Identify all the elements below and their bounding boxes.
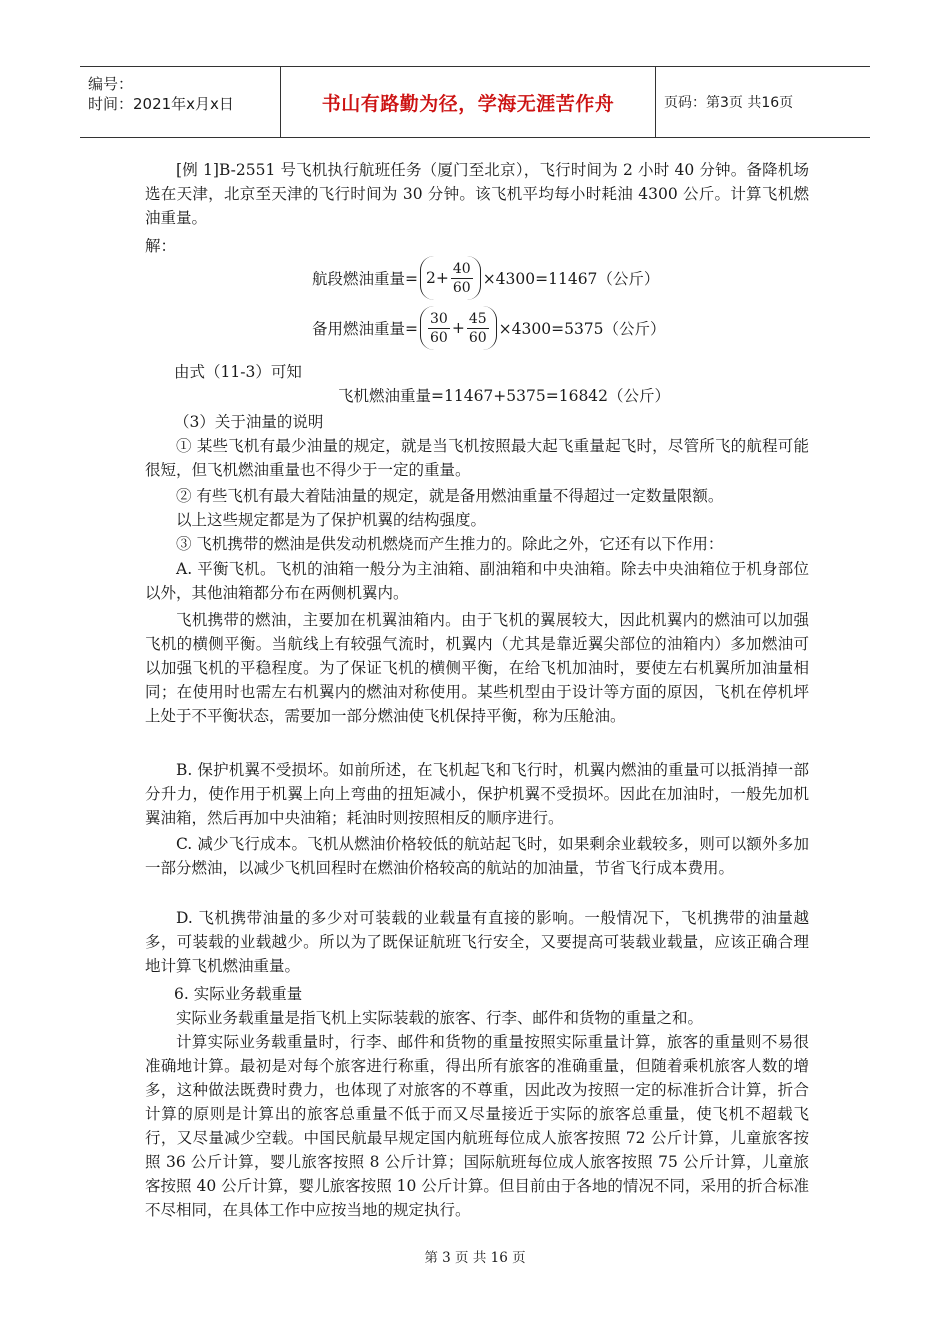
note-a-detail: 飞机携带的燃油，主要加在机翼油箱内。由于飞机的翼展较大，因此机翼内的燃油可以加强飞机的横侧平衡。当航线上有较强气流时，机翼内（尤其是靠近翼尖部位的油箱内）多加燃油可以加强飞机的平稳程度。为了保证飞机的横侧平衡，在给飞机加油时，要使左右机翼所加油量相同；在使用时也需左右机翼内的燃油对称使用。某些机型由于设计等方面的原因，飞机在停机坪上处于不平衡状态，需要加一部分燃油使飞机保持平衡，称为压舱油。 <box>145 611 809 725</box>
formula-parenthesis <box>420 256 481 300</box>
page-info: 页码：第3页 共16页 <box>664 95 794 111</box>
numerator: 30 <box>430 310 448 327</box>
plus-sign: + <box>451 319 465 337</box>
note-a: A. 平衡飞机。飞机的油箱一般分为主油箱、副油箱和中央油箱。除去中央油箱位于机身部位以外，其他油箱都分布在两侧机翼内。 <box>145 560 809 602</box>
header-motto-cell <box>281 67 656 137</box>
formula-result: ×4300=11467（公斤） <box>482 270 660 288</box>
note-c: C. 减少飞行成本。飞机从燃油价格较低的航站起飞时，如果剩余业载较多，则可以额外多加一部分燃油，以减少飞机回程时在燃油价格较高的航站的加油量，节省飞行成本费用。 <box>145 835 809 877</box>
from-equation: 由式（11-3）可知 <box>174 363 302 381</box>
section-6-p1: 实际业务载重量是指飞机上实际装载的旅客、行李、邮件和货物的重量之和。 <box>176 1009 704 1027</box>
formula-leg-fuel <box>312 256 659 300</box>
motto: 书山有路勤为径，学海无涯苦作舟 <box>321 92 615 115</box>
denominator: 60 <box>430 329 448 346</box>
fraction <box>451 260 473 297</box>
header-page-cell <box>656 67 870 137</box>
section-6-heading: 6. 实际业务载重量 <box>174 985 303 1003</box>
formula-reserve-fuel <box>312 306 666 350</box>
number-label: 编号： <box>88 75 134 93</box>
formula-int: 2+ <box>426 269 449 287</box>
formula-label: 航段燃油重量= <box>312 270 418 288</box>
note-2: ② 有些飞机有最大着陆油量的规定，就是备用燃油重量不得超过一定数量限额。 <box>176 487 724 505</box>
notes-heading: （3）关于油量的说明 <box>174 413 324 431</box>
date-line: 时间：2021年x月x日 <box>88 95 234 113</box>
page-footer: 第 3 页 共 16 页 <box>424 1250 526 1266</box>
note-b: B. 保护机翼不受损坏。如前所述，在飞机起飞和飞行时，机翼内燃油的重量可以抵消掉一部分升力，使作用于机翼上向上弯曲的扭矩减小，保护机翼不受损坏。因此在加油时，一般先加机翼油箱，然后再加中央油箱；耗油时则按照相反的顺序进行。 <box>145 761 809 827</box>
note-3: ③ 飞机携带的燃油是供发动机燃烧而产生推力的。除此之外，它还有以下作用： <box>176 535 724 553</box>
note-2b: 以上这些规定都是为了保护机翼的结构强度。 <box>176 511 487 529</box>
fraction <box>467 310 489 347</box>
denominator: 60 <box>452 279 471 296</box>
denominator: 60 <box>468 329 487 346</box>
section-6-p2: 计算实际业务载重量时，行李、邮件和货物的重量按照实际重量计算，旅客的重量则不易很准确地计算。最初是对每个旅客进行称重，得出所有旅客的准确重量，但随着乘机旅客人数的增多，这种做法既费时费力，也体现了对旅客的不尊重，因此改为按照一定的标准折合计算，折合计算的原则是计算出的旅客总重量不低于而又尽量接近于实际的旅客总重量，使飞机不超载飞行，又尽量减少空载。中国民航最早规定国内航班每位成人旅客按照 72 公斤计算，儿童旅客按照 36 公斤计算，婴儿旅客按照 8 公斤计算；国际航班每位成人旅客按照 75 公斤计算，儿童旅客按照 40 公斤计算，婴儿旅客按照 10 公斤计算。但目前由于各地的情况不同，采用的折合标准不尽相同，在具体工作中应按当地的规定执行。 <box>145 1033 809 1219</box>
numerator: 45 <box>468 310 487 327</box>
total-fuel: 飞机燃油重量=11467+5375=16842（公斤） <box>338 387 671 405</box>
note-d: D. 飞机携带油量的多少对可装载的业载量有直接的影响。一般情况下，飞机携带的油量越多，可装载的业载越少。所以为了既保证航班飞行安全，又要提高可装载业载量，应该正确合理地计算飞机燃油重量。 <box>145 909 809 975</box>
example-problem: [例 1]B-2551 号飞机执行航班任务（厦门至北京），飞行时间为 2 小时 40 分钟。备降机场选在天津，北京至天津的飞行时间为 30 分钟。该飞机平均每小时耗油 4300 公斤。计算飞机燃油重量。 <box>145 161 809 227</box>
formula-result: ×4300=5375（公斤） <box>498 320 666 338</box>
header-meta-cell <box>80 67 281 137</box>
fraction <box>428 310 450 347</box>
numerator: 40 <box>452 260 471 277</box>
formula-parenthesis <box>420 306 497 350</box>
formula-label: 备用燃油重量= <box>312 320 418 338</box>
page-header <box>80 66 870 138</box>
note-1: ① 某些飞机有最少油量的规定，就是当飞机按照最大起飞重量起飞时，尽管所飞的航程可能很短，但飞机燃油重量也不得少于一定的重量。 <box>145 437 809 479</box>
solution-label: 解： <box>145 237 177 255</box>
